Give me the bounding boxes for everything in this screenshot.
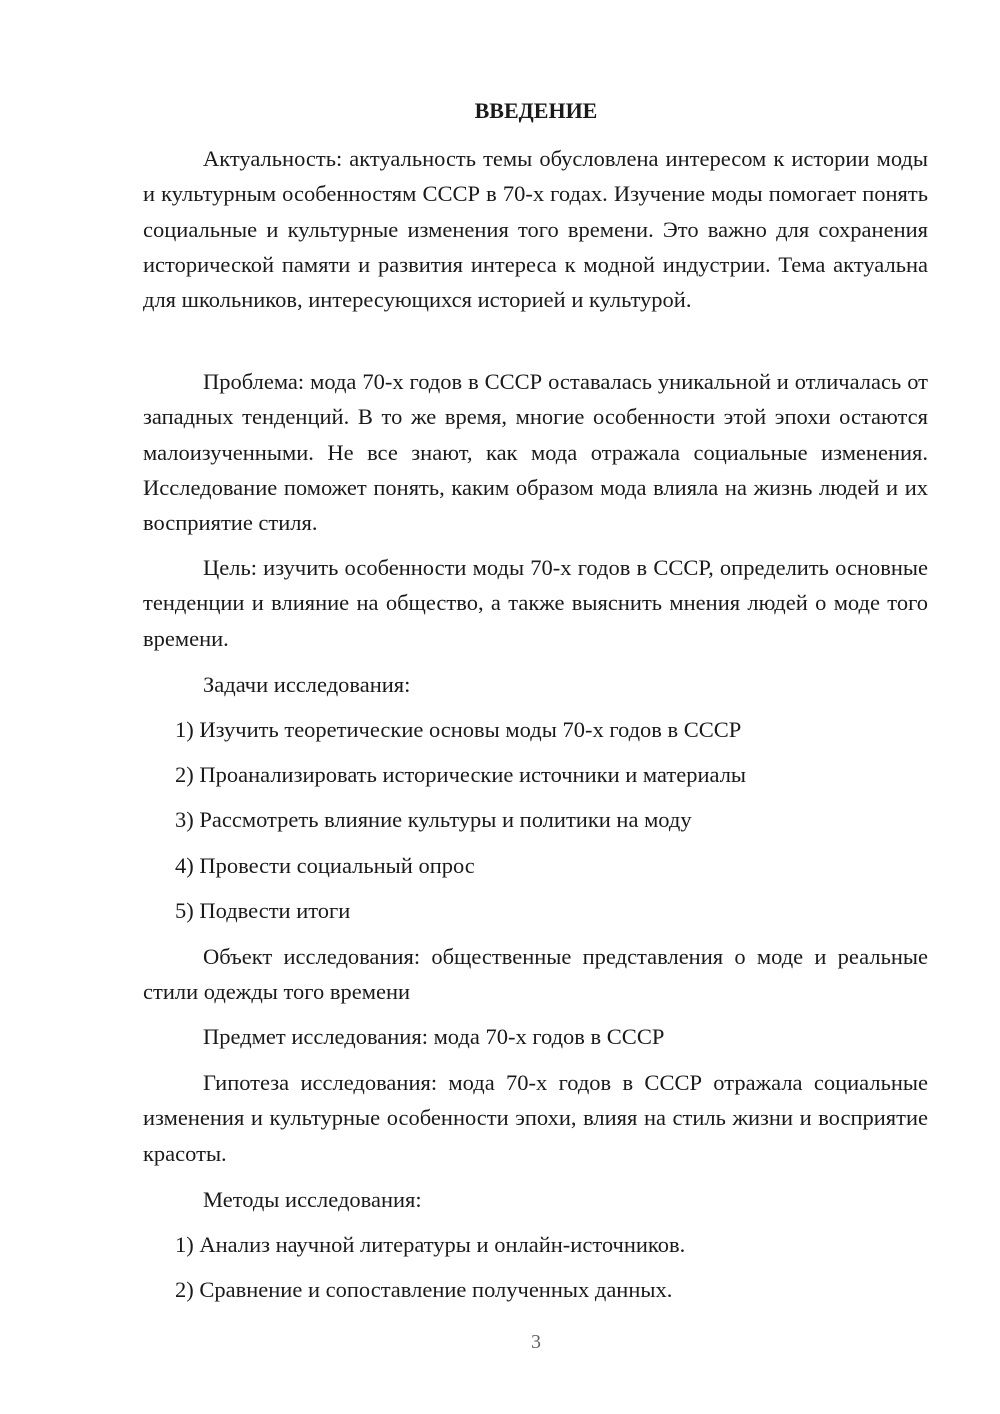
object-paragraph: Объект исследования: общественные представления о моде и реальные стили одежды того времени <box>143 944 928 1005</box>
problem-paragraph: Проблема: мода 70-х годов в СССР оставалась уникальной и отличалась от западных тенденций. В то же время, многие особенности этой эпохи остаются малоизученными. Не все знают, как мода отражала социальные изменения. Исследование поможет понять, каким образом мода влияла на жизнь людей и их восприятие стиля. <box>143 369 928 536</box>
method-item: 2) Сравнение и сопоставление полученных данных. <box>175 1277 673 1302</box>
relevance-paragraph: Актуальность: актуальность темы обусловлена интересом к истории моды и культурным особенностям СССР в 70-х годах. Изучение моды помогает понять социальные и культурные изменения того времени. Это важно для сохранения исторической памяти и развития интереса к модной индустрии. Тема актуальна для школьников, интересующихся историей и культурой. <box>143 146 928 313</box>
task-item: 2) Проанализировать исторические источники и материалы <box>175 762 747 787</box>
task-item: 1) Изучить теоретические основы моды 70-х годов в СССР <box>175 717 742 742</box>
page-number: 3 <box>531 1331 541 1353</box>
hypothesis-paragraph: Гипотеза исследования: мода 70-х годов в СССР отражала социальные изменения и культурные особенности эпохи, влияя на стиль жизни и восприятие красоты. <box>143 1070 928 1166</box>
methods-heading: Методы исследования: <box>203 1187 422 1212</box>
tasks-heading: Задачи исследования: <box>203 672 411 697</box>
subject-line: Предмет исследования: мода 70-х годов в СССР <box>203 1024 665 1049</box>
method-item: 1) Анализ научной литературы и онлайн-источников. <box>175 1232 686 1257</box>
task-item: 3) Рассмотреть влияние культуры и политики на моду <box>175 807 692 832</box>
page-title: ВВЕДЕНИЕ <box>474 98 598 123</box>
goal-paragraph: Цель: изучить особенности моды 70-х годов в СССР, определить основные тенденции и влияние на общество, а также выяснить мнения людей о моде того времени. <box>143 555 928 651</box>
task-item: 4) Провести социальный опрос <box>175 853 475 878</box>
task-item: 5) Подвести итоги <box>175 898 351 923</box>
